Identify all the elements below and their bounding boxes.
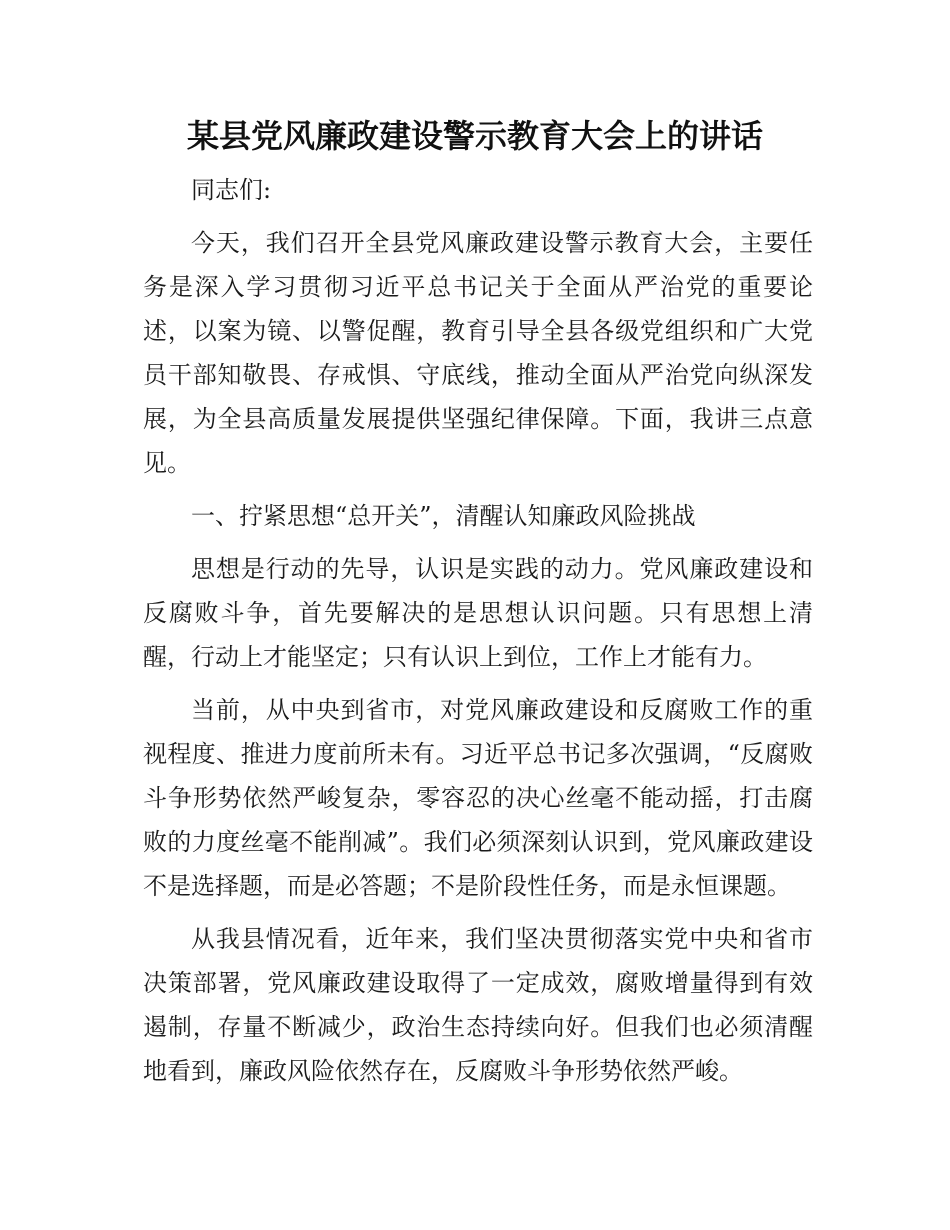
paragraph-intro: 今天，我们召开全县党风廉政建设警示教育大会，主要任务是深入学习贯彻习近平总书记关于全面从严治党的重要论述，以案为镜、以警促醒，教育引导全县各级党组织和广大党员干部知敬畏、存戒惧、守底线，推动全面从严治党向纵深发展，为全县高质量发展提供坚强纪律保障。下面，我讲三点意见。 [143, 229, 813, 477]
paragraph-county: 从我县情况看，近年来，我们坚决贯彻落实党中央和省市决策部署，党风廉政建设取得了一定成效，腐败增量得到有效遏制，存量不断减少，政治生态持续向好。但我们也必须清醒地看到，廉政风险依然存在，反腐败斗争形势依然严峻。 [143, 925, 813, 1085]
paragraph-thought: 思想是行动的先导，认识是实践的动力。党风廉政建设和反腐败斗争，首先要解决的是思想认识问题。只有思想上清醒，行动上才能坚定；只有认识上到位，工作上才能有力。 [143, 555, 813, 671]
section-heading-1: 一、拧紧思想“总开关”，清醒认知廉政风险挑战 [191, 502, 696, 530]
document-title: 某县党风廉政建设警示教育大会上的讲话 [186, 117, 763, 155]
document-body [143, 168, 813, 1093]
paragraph-current: 当前，从中央到省市，对党风廉政建设和反腐败工作的重视程度、推进力度前所未有。习近平总书记多次强调，“反腐败斗争形势依然严峻复杂，零容忍的决心丝毫不能动摇，打击腐败的力度丝毫不能削减”。我们必须深刻认识到，党风廉政建设不是选择题，而是必答题；不是阶段性任务，而是永恒课题。 [143, 696, 813, 900]
salutation: 同志们: [191, 176, 272, 204]
